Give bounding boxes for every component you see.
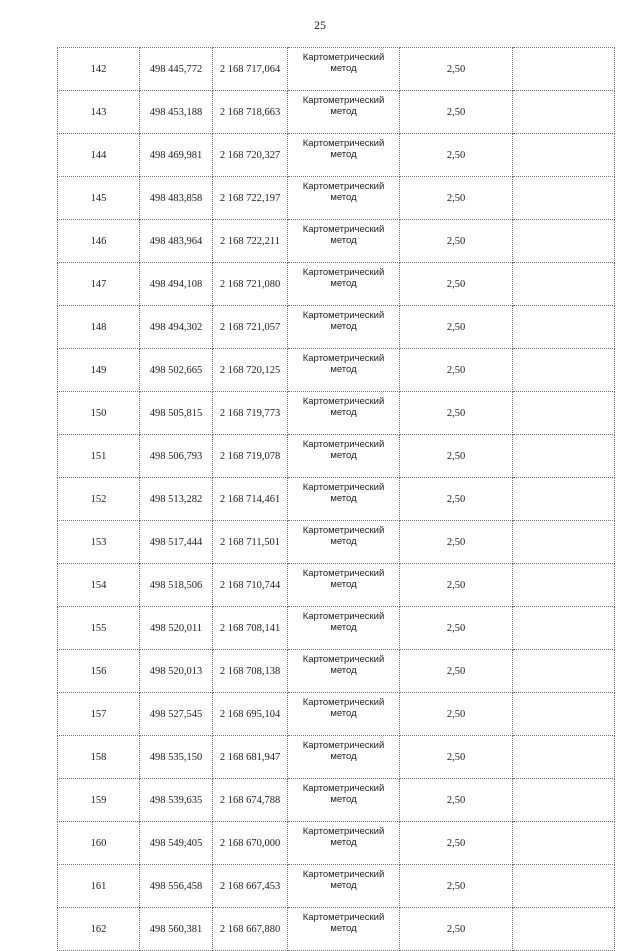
x-coordinate-cell: 498 517,444 [140,521,213,564]
method-line-2: метод [330,278,357,289]
accuracy-cell: 2,50 [400,650,513,693]
point-number-cell: 148 [58,306,140,349]
note-cell [513,435,615,478]
method-line-2: метод [330,923,357,934]
note-cell [513,478,615,521]
table-row [58,736,615,779]
x-coordinate-cell: 498 502,665 [140,349,213,392]
accuracy-cell: 2,50 [400,607,513,650]
method-cell [288,564,400,607]
x-coordinate-cell: 498 556,458 [140,865,213,908]
method-line-2: метод [330,665,357,676]
method-cell [288,607,400,650]
method-line-1: Картометрический [302,869,385,880]
accuracy-cell: 2,50 [400,177,513,220]
table-row [58,693,615,736]
coordinates-table [57,47,615,951]
x-coordinate-cell: 498 483,964 [140,220,213,263]
page-number: 25 [314,18,326,32]
accuracy-cell: 2,50 [400,478,513,521]
accuracy-cell: 2,50 [400,349,513,392]
note-cell [513,91,615,134]
method-cell [288,220,400,263]
method-line-2: метод [330,63,357,74]
point-number-cell: 154 [58,564,140,607]
point-number-cell: 143 [58,91,140,134]
table-row [58,349,615,392]
point-number-cell: 159 [58,779,140,822]
table-row [58,650,615,693]
y-coordinate-cell: 2 168 708,138 [213,650,288,693]
note-cell [513,779,615,822]
accuracy-cell: 2,50 [400,220,513,263]
accuracy-cell: 2,50 [400,263,513,306]
y-coordinate-cell: 2 168 718,663 [213,91,288,134]
method-line-1: Картометрический [302,611,385,622]
method-line-1: Картометрический [302,912,385,923]
method-line-1: Картометрический [302,267,385,278]
x-coordinate-cell: 498 560,381 [140,908,213,951]
note-cell [513,177,615,220]
method-line-2: метод [330,192,357,203]
method-cell [288,263,400,306]
method-cell [288,91,400,134]
method-line-2: метод [330,407,357,418]
table-row [58,91,615,134]
accuracy-cell: 2,50 [400,521,513,564]
table-row [58,306,615,349]
x-coordinate-cell: 498 469,981 [140,134,213,177]
point-number-cell: 150 [58,392,140,435]
note-cell [513,564,615,607]
point-number-cell: 142 [58,48,140,91]
accuracy-cell: 2,50 [400,91,513,134]
table-row [58,177,615,220]
method-cell [288,177,400,220]
accuracy-cell: 2,50 [400,306,513,349]
y-coordinate-cell: 2 168 720,125 [213,349,288,392]
method-line-2: метод [330,364,357,375]
x-coordinate-cell: 498 520,013 [140,650,213,693]
table-row [58,263,615,306]
method-line-1: Картометрический [302,826,385,837]
method-cell [288,779,400,822]
method-line-1: Картометрический [302,310,385,321]
point-number-cell: 152 [58,478,140,521]
method-cell [288,908,400,951]
table-row [58,822,615,865]
note-cell [513,607,615,650]
method-line-1: Картометрический [302,482,385,493]
method-line-1: Картометрический [302,95,385,106]
method-line-1: Картометрический [302,568,385,579]
note-cell [513,693,615,736]
accuracy-cell: 2,50 [400,908,513,951]
table-row [58,607,615,650]
method-cell [288,349,400,392]
point-number-cell: 144 [58,134,140,177]
table-row [58,392,615,435]
table-body [58,48,615,951]
x-coordinate-cell: 498 520,011 [140,607,213,650]
method-line-1: Картометрический [302,396,385,407]
method-line-1: Картометрический [302,52,385,63]
point-number-cell: 147 [58,263,140,306]
table-row [58,220,615,263]
accuracy-cell: 2,50 [400,779,513,822]
method-line-2: метод [330,493,357,504]
method-cell [288,392,400,435]
point-number-cell: 145 [58,177,140,220]
note-cell [513,736,615,779]
method-line-2: метод [330,536,357,547]
point-number-cell: 157 [58,693,140,736]
note-cell [513,306,615,349]
x-coordinate-cell: 498 535,150 [140,736,213,779]
y-coordinate-cell: 2 168 711,501 [213,521,288,564]
y-coordinate-cell: 2 168 721,080 [213,263,288,306]
accuracy-cell: 2,50 [400,435,513,478]
accuracy-cell: 2,50 [400,736,513,779]
y-coordinate-cell: 2 168 717,064 [213,48,288,91]
method-cell [288,693,400,736]
method-line-1: Картометрический [302,740,385,751]
method-line-2: метод [330,106,357,117]
point-number-cell: 158 [58,736,140,779]
y-coordinate-cell: 2 168 719,078 [213,435,288,478]
y-coordinate-cell: 2 168 667,880 [213,908,288,951]
method-line-1: Картометрический [302,224,385,235]
note-cell [513,263,615,306]
point-number-cell: 146 [58,220,140,263]
method-line-1: Картометрический [302,181,385,192]
x-coordinate-cell: 498 513,282 [140,478,213,521]
note-cell [513,521,615,564]
y-coordinate-cell: 2 168 720,327 [213,134,288,177]
method-cell [288,435,400,478]
x-coordinate-cell: 498 483,858 [140,177,213,220]
method-line-1: Картометрический [302,697,385,708]
x-coordinate-cell: 498 445,772 [140,48,213,91]
x-coordinate-cell: 498 506,793 [140,435,213,478]
note-cell [513,822,615,865]
table-row [58,48,615,91]
table-row [58,521,615,564]
table-row [58,908,615,951]
method-cell [288,650,400,693]
accuracy-cell: 2,50 [400,134,513,177]
y-coordinate-cell: 2 168 681,947 [213,736,288,779]
y-coordinate-cell: 2 168 722,197 [213,177,288,220]
table-row [58,134,615,177]
note-cell [513,134,615,177]
note-cell [513,349,615,392]
method-cell [288,134,400,177]
y-coordinate-cell: 2 168 670,000 [213,822,288,865]
x-coordinate-cell: 498 518,506 [140,564,213,607]
point-number-cell: 151 [58,435,140,478]
method-line-1: Картометрический [302,439,385,450]
point-number-cell: 149 [58,349,140,392]
y-coordinate-cell: 2 168 721,057 [213,306,288,349]
point-number-cell: 153 [58,521,140,564]
accuracy-cell: 2,50 [400,48,513,91]
method-line-2: метод [330,622,357,633]
point-number-cell: 156 [58,650,140,693]
table-row [58,865,615,908]
method-cell [288,48,400,91]
point-number-cell: 162 [58,908,140,951]
point-number-cell: 161 [58,865,140,908]
method-line-2: метод [330,321,357,332]
y-coordinate-cell: 2 168 674,788 [213,779,288,822]
method-line-2: метод [330,235,357,246]
method-line-2: метод [330,149,357,160]
x-coordinate-cell: 498 494,108 [140,263,213,306]
table-row [58,564,615,607]
note-cell [513,48,615,91]
y-coordinate-cell: 2 168 714,461 [213,478,288,521]
note-cell [513,220,615,263]
point-number-cell: 160 [58,822,140,865]
note-cell [513,865,615,908]
y-coordinate-cell: 2 168 722,211 [213,220,288,263]
method-line-2: метод [330,794,357,805]
method-cell [288,822,400,865]
method-line-2: метод [330,708,357,719]
x-coordinate-cell: 498 505,815 [140,392,213,435]
accuracy-cell: 2,50 [400,392,513,435]
method-cell [288,306,400,349]
method-line-2: метод [330,837,357,848]
x-coordinate-cell: 498 539,635 [140,779,213,822]
method-cell [288,865,400,908]
method-line-1: Картометрический [302,654,385,665]
x-coordinate-cell: 498 494,302 [140,306,213,349]
x-coordinate-cell: 498 453,188 [140,91,213,134]
method-line-2: метод [330,751,357,762]
accuracy-cell: 2,50 [400,564,513,607]
table-row [58,779,615,822]
note-cell [513,650,615,693]
note-cell [513,392,615,435]
point-number-cell: 155 [58,607,140,650]
method-line-2: метод [330,579,357,590]
y-coordinate-cell: 2 168 708,141 [213,607,288,650]
y-coordinate-cell: 2 168 710,744 [213,564,288,607]
table-row [58,478,615,521]
note-cell [513,908,615,951]
accuracy-cell: 2,50 [400,822,513,865]
method-line-2: метод [330,450,357,461]
method-cell [288,736,400,779]
table-row [58,435,615,478]
method-line-1: Картометрический [302,525,385,536]
y-coordinate-cell: 2 168 667,453 [213,865,288,908]
x-coordinate-cell: 498 549,405 [140,822,213,865]
y-coordinate-cell: 2 168 719,773 [213,392,288,435]
method-line-2: метод [330,880,357,891]
method-cell [288,521,400,564]
x-coordinate-cell: 498 527,545 [140,693,213,736]
method-line-1: Картометрический [302,783,385,794]
accuracy-cell: 2,50 [400,865,513,908]
method-line-1: Картометрический [302,353,385,364]
method-line-1: Картометрический [302,138,385,149]
accuracy-cell: 2,50 [400,693,513,736]
y-coordinate-cell: 2 168 695,104 [213,693,288,736]
method-cell [288,478,400,521]
